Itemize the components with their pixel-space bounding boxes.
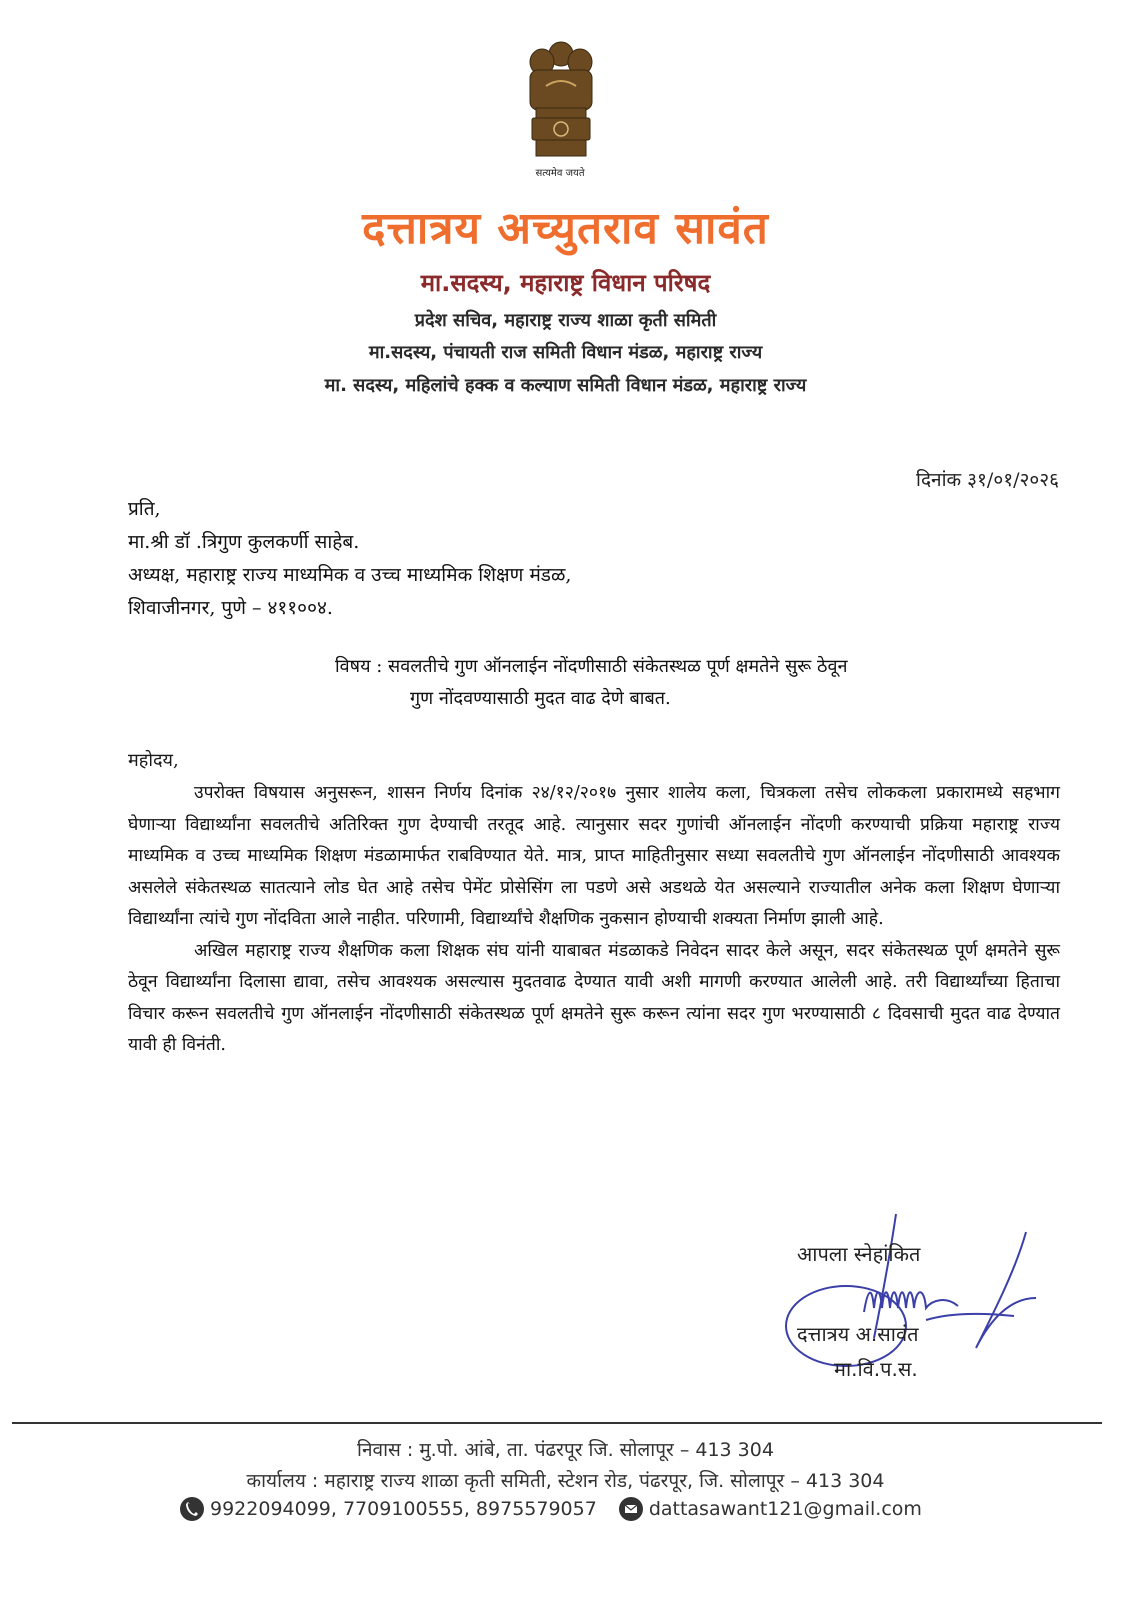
subject-line-1: विषय : सवलतीचे गुण ऑनलाईन नोंदणीसाठी संकेतस्थळ पूर्ण क्षमतेने सुरू ठेवून xyxy=(335,656,848,677)
letter-body xyxy=(128,778,1060,1062)
footer-office: कार्यालय : महाराष्ट्र राज्य शाळा कृती समिती, स्टेशन रोड, पंढरपूर, जि. सोलापूर – 413 304 xyxy=(246,1470,885,1492)
letterhead-role-2: मा.सदस्य, पंचायती राज समिती विधान मंडळ, महाराष्ट्र राज्य xyxy=(368,342,763,363)
recipient-line-1: प्रति, xyxy=(128,498,161,520)
body-paragraph-1: उपरोक्त विषयास अनुसरून, शासन निर्णय दिनांक २४/१२/२०१७ नुसार शालेय कला, चित्रकला तसेच लोककला प्रकारामध्ये सहभाग घेणाऱ्या विद्यार्थ्यांना सवलतीचे अतिरिक्त गुण देण्याची तरतूद आहे. त्यानुसार सदर गुणांची ऑनलाईन नोंदणी करण्याची प्रक्रिया महाराष्ट्र राज्य माध्यमिक व उच्च माध्यमिक शिक्षण मंडळामार्फत राबविण्यात येते. मात्र, प्राप्त माहितीनुसार सध्या सवलतीचे गुण ऑनलाईन नोंदणीसाठी आवश्यक असलेले संकेतस्थळ सातत्याने लोड घेत आहे तसेच पेमेंट प्रोसेसिंग ला पडणे असे अडथळे येत असल्याने राज्यातील अनेक कला शिक्षण घेणाऱ्या विद्यार्थ्यांना त्यांचे गुण नोंदविता आले नाहीत. परिणामी, विद्यार्थ्यांचे शैक्षणिक नुकसान होण्याची शक्यता निर्माण झाली आहे. xyxy=(128,783,1060,929)
letter-date: दिनांक ३१/०१/२०२६ xyxy=(916,469,1059,491)
closing-phrase: आपला स्नेहांकित xyxy=(797,1242,921,1266)
recipient-line-2: मा.श्री डॉ .त्रिगुण कुलकर्णी साहेब. xyxy=(128,531,360,553)
national-emblem-icon xyxy=(516,36,606,161)
footer-phones: 9922094099, 7709100555, 8975579057 xyxy=(210,1498,597,1520)
footer-residence: निवास : मु.पो. आंबे, ता. पंढरपूर जि. सोलापूर – 413 304 xyxy=(357,1439,774,1461)
body-paragraph-2: अखिल महाराष्ट्र राज्य शैक्षणिक कला शिक्षक संघ यांनी याबाबत मंडळाकडे निवेदन सादर केले असून, सदर संकेतस्थळ पूर्ण क्षमतेने सुरू ठेवून विद्यार्थ्यांना दिलासा द्यावा, तसेच आवश्यक असल्यास मुदतवाढ देण्यात यावी अशी मागणी करण्यात आलेली आहे. तरी विद्यार्थ्यांच्या हिताचा विचार करून सवलतीचे गुण ऑनलाईन नोंदणीसाठी संकेतस्थळ पूर्ण क्षमतेने सुरू करून त्यांना सदर गुण भरण्यासाठी ८ दिवसाची मुदत वाढ देण्यात यावी ही विनंती. xyxy=(128,940,1060,1055)
letterhead-role-1: प्रदेश सचिव, महाराष्ट्र राज्य शाळा कृती समिती xyxy=(414,310,717,331)
letterhead-designation: मा.सदस्य, महाराष्ट्र विधान परिषद xyxy=(420,269,711,297)
phone-icon xyxy=(180,1497,204,1521)
emblem-motto: सत्यमेव जयते xyxy=(535,168,585,179)
footer-email[interactable]: dattasawant121@gmail.com xyxy=(648,1498,922,1520)
letterhead-name: दत्तात्रय अच्युतराव सावंत xyxy=(362,203,769,254)
salutation: महोदय, xyxy=(128,750,179,771)
letterhead-role-3: मा. सदस्य, महिलांचे हक्क व कल्याण समिती विधान मंडळ, महाराष्ट्र राज्य xyxy=(324,375,807,396)
subject-line-2: गुण नोंदवण्यासाठी मुदत वाढ देणे बाबत. xyxy=(410,688,671,709)
recipient-line-3: अध्यक्ष, महाराष्ट्र राज्य माध्यमिक व उच्च माध्यमिक शिक्षण मंडळ, xyxy=(128,564,572,586)
recipient-line-4: शिवाजीनगर, पुणे – ४११००४. xyxy=(128,597,333,619)
email-icon xyxy=(619,1497,643,1521)
footer-divider xyxy=(12,1422,1102,1424)
signatory-name: दत्तात्रय अ.सावंत xyxy=(797,1322,919,1346)
signatory-title: मा.वि.प.स. xyxy=(834,1357,918,1381)
footer-contact xyxy=(180,1497,922,1521)
